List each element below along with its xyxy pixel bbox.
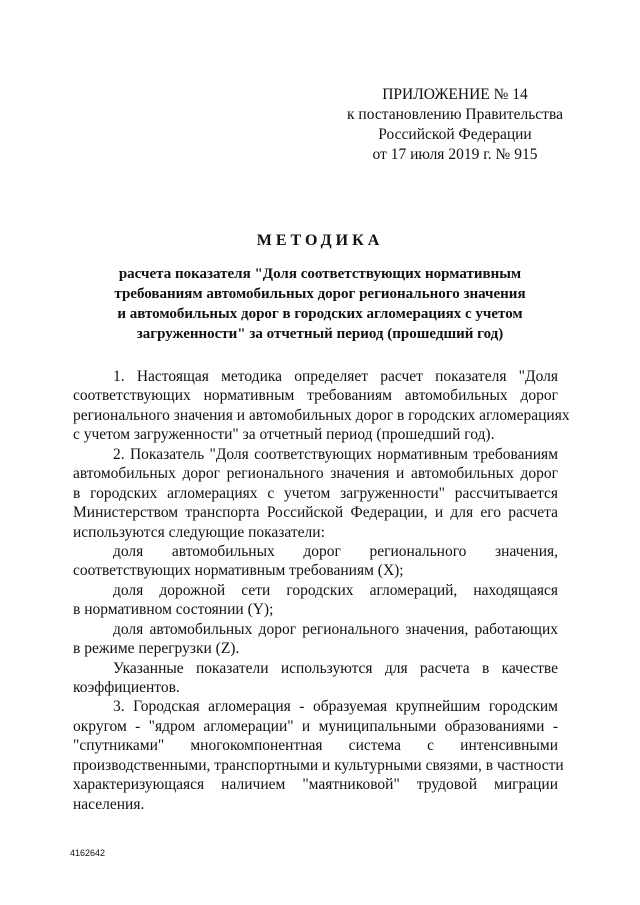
appendix-header bbox=[330, 85, 580, 165]
document-body bbox=[73, 367, 570, 814]
paragraph-3-line: производственными, транспортными и культурными связями, в частности bbox=[73, 756, 564, 774]
paragraph-1-line: регионального значения и автомобильных дорог в городских агломерациях bbox=[73, 406, 570, 424]
indicator-y-line: в нормативном состоянии (Y); bbox=[73, 601, 274, 619]
appendix-reference: к постановлению Правительства bbox=[347, 106, 563, 123]
document-title: МЕТОДИКА bbox=[256, 232, 384, 249]
paragraph-2-line: 2. Показатель "Доля соответствующих нормативным требованиям bbox=[113, 445, 558, 463]
coefficients-line: коэффициентов. bbox=[73, 679, 180, 696]
paragraph-2-line: используются следующие показатели: bbox=[73, 523, 325, 541]
paragraph-3-line: 3. Городская агломерация - образуемая крупнейшим городским bbox=[113, 698, 558, 716]
subtitle-line: расчета показателя "Доля соответствующих нормативным bbox=[118, 266, 522, 282]
paragraph-1-line: 1. Настоящая методика определяет расчет показателя "Доля bbox=[113, 368, 558, 385]
paragraph-1-line: с учетом загруженности" за отчетный период (прошедший год). bbox=[73, 426, 495, 444]
subtitle-line: требованиям автомобильных дорог регионального значения bbox=[114, 286, 526, 302]
subtitle-line: загруженности" за отчетный период (прошедший год) bbox=[136, 326, 504, 342]
paragraph-3-line: "спутниками" многокомпонентная система с интенсивными bbox=[73, 737, 558, 755]
document-subtitle bbox=[70, 264, 570, 344]
indicator-x-line: доля автомобильных дорог регионального значения, bbox=[113, 542, 558, 560]
subtitle-line: и автомобильных дорог в городских агломерациях с учетом bbox=[117, 306, 523, 322]
indicator-z-line: в режиме перегрузки (Z). bbox=[73, 640, 240, 658]
indicator-z-line: доля автомобильных дорог регионального значения, работающих bbox=[113, 620, 558, 638]
appendix-number: ПРИЛОЖЕНИЕ № 14 bbox=[382, 86, 528, 103]
coefficients-line: Указанные показатели используются для расчета в качестве bbox=[113, 659, 558, 677]
paragraph-2-line: в городских агломерациях с учетом загруженности" рассчитывается bbox=[73, 484, 558, 502]
paragraph-2-line: Министерством транспорта Российской Федерации, и для его расчета bbox=[73, 504, 558, 522]
appendix-authority: Российской Федерации bbox=[378, 126, 532, 143]
paragraph-3-line: округом - "ядром агломерации" и муниципальными образованиями - bbox=[73, 717, 558, 735]
appendix-date-number: от 17 июля 2019 г. № 915 bbox=[372, 146, 538, 163]
paragraph-2-line: автомобильных дорог регионального значения и автомобильных дорог bbox=[73, 465, 558, 483]
paragraph-3-line: характеризующаяся наличием "маятниковой" трудовой миграции bbox=[73, 776, 558, 794]
document-code: 4162642 bbox=[70, 848, 106, 858]
paragraph-3-line: населения. bbox=[73, 795, 145, 813]
indicator-x-line: соответствующих нормативным требованиям (X); bbox=[73, 562, 404, 580]
paragraph-1-line: соответствующих нормативным требованиям автомобильных дорог bbox=[73, 387, 558, 405]
document-heading bbox=[70, 232, 570, 344]
indicator-y-line: доля дорожной сети городских агломераций, находящаяся bbox=[113, 581, 558, 599]
